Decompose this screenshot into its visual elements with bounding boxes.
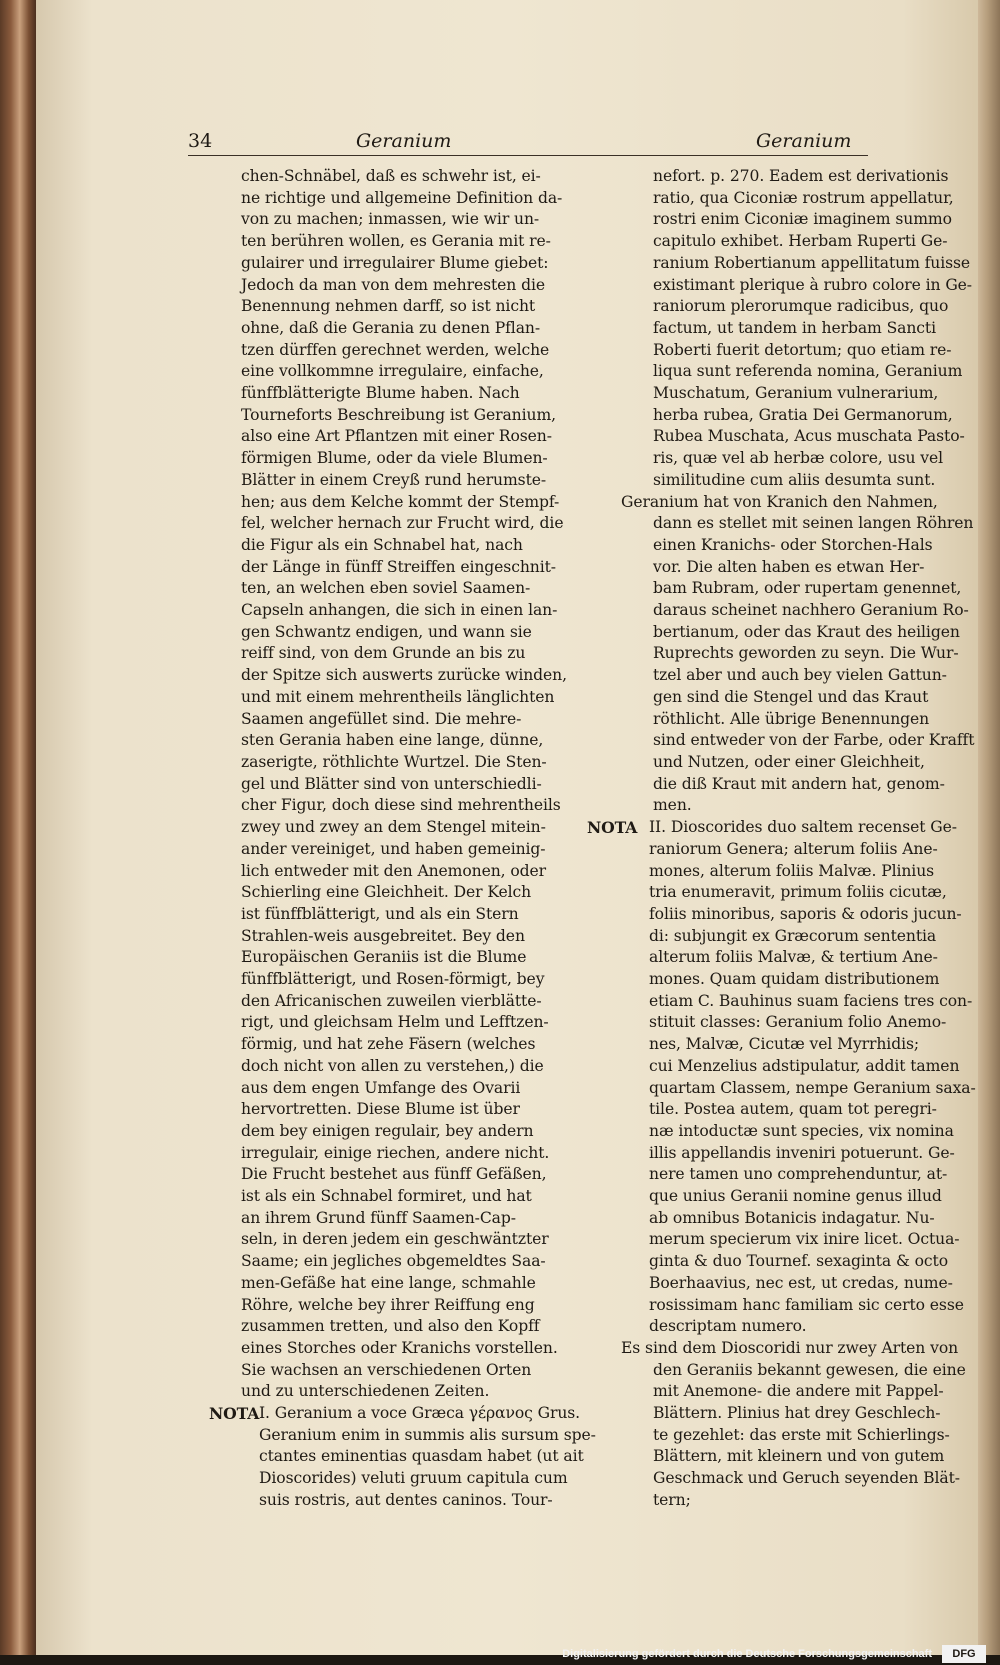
- text-line: ohne, daß die Gerania zu denen Pflan-: [241, 318, 541, 337]
- nota-line: quartam Classem, nempe Geranium saxa-: [649, 1078, 976, 1097]
- dfg-logo: DFG: [942, 1645, 986, 1663]
- text-line: hen; aus dem Kelche kommt der Stempf-: [241, 492, 560, 511]
- text-line: existimant plerique à rubro colore in Ge-: [653, 275, 972, 294]
- text-line: ten berühren wollen, es Gerania mit re-: [241, 232, 551, 251]
- nota-line: que unius Geranii nomine genus illud: [649, 1187, 942, 1206]
- text-line: die diß Kraut mit andern hat, genom-: [653, 774, 945, 793]
- text-line: Europäischen Geraniis ist die Blume: [241, 948, 527, 967]
- text-line: doch nicht von allen zu verstehen,) die: [241, 1056, 544, 1075]
- text-line: den Geraniis bekannt gewesen, die eine: [653, 1360, 966, 1379]
- left-column-text: [241, 166, 579, 1403]
- text-line: ist als ein Schnabel formiret, und hat: [241, 1187, 532, 1206]
- nota-line: nere tamen uno comprehenduntur, at-: [649, 1165, 948, 1184]
- nota-line: tria enumeravit, primum foliis cicutæ,: [649, 883, 947, 902]
- book-edge-right: [978, 0, 1000, 1655]
- text-line: Saame; ein jegliches obgemeldtes Saa-: [241, 1252, 546, 1271]
- text-line: ist fünffblätterigt, und als ein Stern: [241, 904, 519, 923]
- text-line: dem bey einigen regulair, bey andern: [241, 1121, 534, 1140]
- right-column-german-text-two: [621, 1338, 966, 1512]
- book-page: [36, 0, 978, 1655]
- text-line: eines Storches oder Kranichs vorstellen.: [241, 1338, 558, 1357]
- text-line: fel, welcher hernach zur Frucht wird, die: [241, 514, 564, 533]
- text-line: Sie wachsen an verschiedenen Orten: [241, 1360, 532, 1379]
- nota-line: tile. Postea autem, quam tot peregri-: [649, 1100, 937, 1119]
- text-line: und zu unterschiedenen Zeiten.: [241, 1382, 490, 1401]
- text-line: nefort. p. 270. Eadem est derivationis: [653, 167, 949, 185]
- nota-line: illis appellandis inveniri potuerunt. Ge-: [649, 1143, 955, 1162]
- nota-line: nes, Malvæ, Cicutæ vel Myrrhidis;: [649, 1035, 920, 1054]
- text-line: Es sind dem Dioscoridi nur zwey Arten von: [621, 1338, 959, 1357]
- text-line: Rubea Muschata, Acus muschata Pasto-: [653, 427, 965, 446]
- text-line: ranium Robertianum appellitatum fuisse: [653, 253, 971, 272]
- text-line: te gezehlet: das erste mit Schierlings-: [653, 1425, 950, 1444]
- running-title-left: Geranium: [356, 130, 452, 152]
- nota-two-label: NOTA: [587, 818, 638, 838]
- text-line: Saamen angefüllet sind. Die mehre-: [241, 709, 522, 728]
- text-line: Geschmack und Geruch seyenden Blät-: [653, 1469, 960, 1488]
- nota-line: mones, alterum foliis Malvæ. Plinius: [649, 861, 935, 880]
- text-line: sten Gerania haben eine lange, dünne,: [241, 731, 544, 750]
- text-line: röthlicht. Alle übrige Benennungen: [653, 709, 930, 728]
- left-column: [209, 166, 596, 1512]
- nota-line: næ intoductæ sunt species, vix nomina: [649, 1121, 954, 1140]
- text-line: sind entweder von der Farbe, oder Krafft: [653, 731, 975, 750]
- text-line: aus dem engen Umfange des Ovarii: [241, 1078, 521, 1097]
- text-line: herba rubea, Gratia Dei Germanorum,: [653, 405, 953, 424]
- text-line: dann es stellet mit seinen langen Röhren: [653, 514, 974, 533]
- text-line: ris, quæ vel ab herbæ colore, usu vel: [653, 449, 944, 468]
- text-line: zwey und zwey an dem Stengel mitein-: [241, 818, 546, 837]
- text-line: hervortretten. Diese Blume ist über: [241, 1100, 520, 1119]
- text-line: tzel aber und auch bey vielen Gattun-: [653, 666, 947, 685]
- text-line: der Länge in fünff Streiffen eingeschnit-: [241, 557, 556, 576]
- nota-line: alterum foliis Malvæ, & tertium Ane-: [649, 948, 938, 967]
- text-line: Jedoch da man von dem mehresten die: [241, 275, 545, 294]
- nota-two: [587, 817, 976, 1338]
- text-line: Roberti fuerit detortum; quo etiam re-: [653, 340, 952, 359]
- text-line: gulairer und irregulairer Blume giebet:: [241, 253, 549, 272]
- text-line: der Spitze sich auswerts zurücke winden,: [241, 666, 567, 685]
- nota-line: descriptam numero.: [649, 1317, 807, 1336]
- text-line: die Figur als ein Schnabel hat, nach: [241, 535, 523, 554]
- text-line: factum, ut tandem in herbam Sancti: [653, 318, 936, 337]
- running-title-right: Geranium: [756, 130, 852, 152]
- nota-line: II. Dioscorides duo saltem recenset Ge-: [649, 818, 957, 837]
- text-line: chen-Schnäbel, daß es schwehr ist, ei-: [241, 167, 541, 185]
- text-line: eine vollkommne irregulaire, einfache,: [241, 362, 544, 381]
- book-edge-left: [0, 0, 36, 1655]
- text-line: men.: [653, 796, 692, 815]
- page-number: 34: [188, 130, 213, 152]
- header-rule: [188, 155, 868, 156]
- text-line: an ihrem Grund fünff Saamen-Cap-: [241, 1208, 516, 1227]
- text-line: zaserigte, röthlichte Wurtzel. Die Sten-: [241, 752, 547, 771]
- text-line: gel und Blätter sind von unterschiedli-: [241, 774, 542, 793]
- nota-line: Boerhaavius, nec est, ut credas, nume-: [649, 1273, 953, 1292]
- nota-one: [209, 1403, 596, 1512]
- text-line: Die Frucht bestehet aus fünff Gefäßen,: [241, 1165, 547, 1184]
- text-line: ratio, qua Ciconiæ rostrum appellatur,: [653, 188, 954, 207]
- text-line: ander vereiniget, und haben gemeinig-: [241, 839, 546, 858]
- nota-line: Geranium enim in summis alis sursum spe-: [259, 1425, 596, 1444]
- nota-line: Dioscorides) veluti gruum capitula cum: [259, 1469, 568, 1488]
- text-line: den Africanischen zuweilen vierblätte-: [241, 991, 542, 1010]
- text-line: irregulair, einige riechen, andere nicht.: [241, 1143, 550, 1162]
- text-line: similitudine cum aliis desumta sunt.: [653, 470, 936, 489]
- text-line: bertianum, oder das Kraut des heiligen: [653, 622, 960, 641]
- text-line: einen Kranichs- oder Storchen-Hals: [653, 535, 933, 554]
- nota-one-text: [259, 1403, 596, 1512]
- text-line: rostri enim Ciconiæ imaginem summo: [653, 210, 952, 229]
- text-line: bam Rubram, oder rupertam genennet,: [653, 579, 962, 598]
- text-line: ne richtige und allgemeine Definition da-: [241, 188, 563, 207]
- nota-one-label: NOTA: [209, 1404, 260, 1424]
- nota-line: suis rostris, aut dentes caninos. Tour-: [259, 1490, 553, 1509]
- nota-line: di: subjungit ex Græcorum sententia: [649, 926, 937, 945]
- text-line: gen sind die Stengel und das Kraut: [653, 687, 929, 706]
- text-line: daraus scheinet nachhero Geranium Ro-: [653, 601, 969, 620]
- text-line: fünffblätterigt, und Rosen-förmigt, bey: [241, 970, 545, 989]
- text-line: Schierling eine Gleichheit. Der Kelch: [241, 883, 532, 902]
- text-line: und mit einem mehrentheils länglichten: [241, 687, 555, 706]
- nota-line: foliis minoribus, saporis & odoris jucun-: [649, 904, 962, 923]
- text-line: lich entweder mit den Anemonen, oder: [241, 861, 547, 880]
- text-line: förmig, und hat zehe Fäsern (welches: [241, 1035, 536, 1054]
- text-line: zusammen tretten, und also den Kopff: [241, 1317, 540, 1336]
- nota-line: cui Menzelius adstipulatur, addit tamen: [649, 1056, 960, 1075]
- right-column-latin-text: [653, 166, 972, 492]
- text-line: Röhre, welche bey ihrer Reiffung eng: [241, 1295, 535, 1314]
- nota-line: stituit classes: Geranium folio Anemo-: [649, 1013, 947, 1032]
- text-line: raniorum plerorumque radicibus, quo: [653, 297, 949, 316]
- text-line: tern;: [653, 1490, 691, 1509]
- nota-line: raniorum Genera; alterum foliis Ane-: [649, 839, 938, 858]
- text-line: rigt, und gleichsam Helm und Lefftzen-: [241, 1013, 549, 1032]
- text-line: und Nutzen, oder einer Gleichheit,: [653, 752, 925, 771]
- text-line: Geranium hat von Kranich den Nahmen,: [621, 492, 938, 511]
- nota-line: mones. Quam quidam distributionem: [649, 970, 940, 989]
- nota-line: etiam C. Bauhinus suam faciens tres con-: [649, 991, 973, 1010]
- text-line: capitulo exhibet. Herbam Ruperti Ge-: [653, 232, 948, 251]
- text-line: also eine Art Pflantzen mit einer Rosen-: [241, 427, 552, 446]
- text-line: reiff sind, von dem Grunde an bis zu: [241, 644, 526, 663]
- text-line: Ruprechts geworden zu seyn. Die Wur-: [653, 644, 959, 663]
- text-line: Blättern, mit kleinern und von gutem: [653, 1447, 945, 1466]
- text-line: ten, an welchen eben soviel Saamen-: [241, 579, 531, 598]
- text-line: Strahlen-weis ausgebreitet. Bey den: [241, 926, 525, 945]
- text-line: Benennung nehmen darff, so ist nicht: [241, 297, 536, 316]
- nota-line: ctantes eminentias quasdam habet (ut ait: [259, 1447, 584, 1466]
- text-line: seln, in deren jedem ein geschwäntzter: [241, 1230, 549, 1249]
- right-column-german-text-one: [621, 492, 975, 818]
- text-line: men-Gefäße hat eine lange, schmahle: [241, 1273, 536, 1292]
- text-line: Blättern. Plinius hat drey Geschlech-: [653, 1404, 941, 1423]
- text-line: Muschatum, Geranium vulnerarium,: [653, 384, 939, 403]
- text-line: gen Schwantz endigen, und wann sie: [241, 622, 532, 641]
- digitization-credit: Digitalisierung gefördert durch die Deutsche Forschungsgemeinschaft: [562, 1648, 932, 1660]
- text-line: vor. Die alten haben es etwan Her-: [653, 557, 925, 576]
- text-line: von zu machen; inmassen, wie wir un-: [241, 210, 540, 229]
- text-line: Capseln anhangen, die sich in einen lan-: [241, 601, 558, 620]
- text-line: tzen dürffen gerechnet werden, welche: [241, 340, 550, 359]
- nota-two-text: [649, 817, 976, 1338]
- text-line: Blätter in einem Creyß rund herumste-: [241, 470, 547, 489]
- right-column: [587, 166, 976, 1512]
- nota-line: rosissimam hanc familiam sic certo esse: [649, 1295, 964, 1314]
- nota-line: ginta & duo Tournef. sexaginta & octo: [649, 1252, 948, 1271]
- text-line: Tourneforts Beschreibung ist Geranium,: [241, 405, 556, 424]
- text-line: fünffblätterigte Blume haben. Nach: [241, 384, 520, 403]
- nota-line: merum specierum vix inire licet. Octua-: [649, 1230, 960, 1249]
- text-line: mit Anemone- die andere mit Pappel-: [653, 1382, 944, 1401]
- text-line: liqua sunt referenda nomina, Geranium: [653, 362, 963, 381]
- nota-line: ab omnibus Botanicis indagatur. Nu-: [649, 1208, 935, 1227]
- text-line: förmigen Blume, oder da viele Blumen-: [241, 449, 548, 468]
- text-line: cher Figur, doch diese sind mehrentheils: [241, 796, 561, 815]
- nota-line: I. Geranium a voce Græca γέρανος Grus.: [259, 1404, 581, 1423]
